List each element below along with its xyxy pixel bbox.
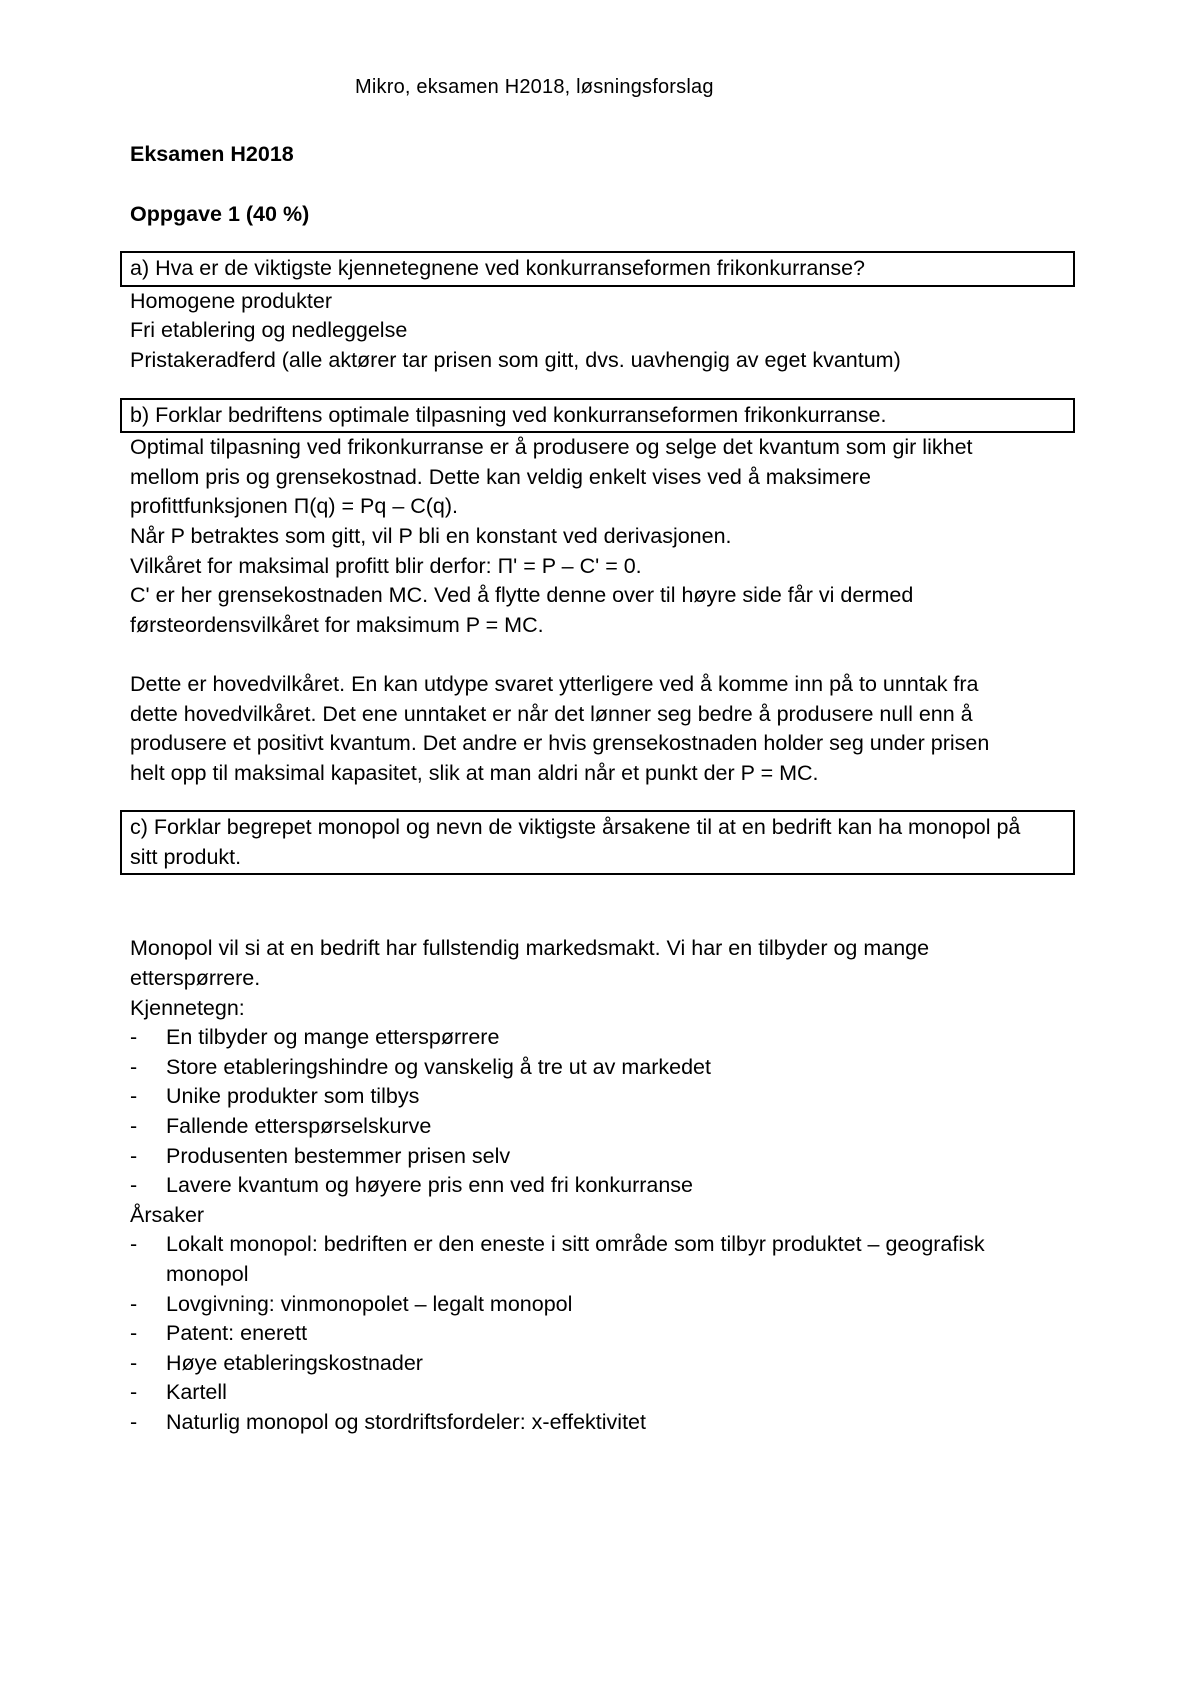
list-item: - Høye etableringskostnader — [130, 1349, 1075, 1379]
list-item: - Naturlig monopol og stordriftsfordeler: x-effektivitet — [130, 1408, 1075, 1438]
list-item: - Lavere kvantum og høyere pris enn ved fri konkurranse — [130, 1171, 1075, 1201]
question-b-box — [120, 398, 1075, 434]
answer-b-line: Når P betraktes som gitt, vil P bli en konstant ved derivasjonen. — [130, 523, 732, 548]
answer-b-line: førsteordensvilkåret for maksimum P = MC. — [130, 612, 544, 637]
answer-a-line: Fri etablering og nedleggelse — [130, 318, 408, 343]
list-item: - Patent: enerett — [130, 1319, 1075, 1349]
question-a-box — [120, 251, 1075, 287]
answer-b-line: mellom pris og grensekostnad. Dette kan veldig enkelt vises ved å maksimere — [130, 464, 871, 489]
page-header: Mikro, eksamen H2018, løsningsforslag — [355, 76, 714, 98]
answer-b-line: dette hovedvilkåret. Det ene unntaket er når det lønner seg bedre å produsere null enn å — [130, 701, 973, 726]
task-title: Oppgave 1 (40 %) — [130, 201, 310, 226]
list-item: - Kartell — [130, 1378, 1075, 1408]
answer-b-line: C' er her grensekostnaden MC. Ved å flytte denne over til høyre side får vi dermed — [130, 583, 914, 608]
question-c-text: sitt produkt. — [130, 844, 242, 869]
list-item: - Store etableringshindre og vanskelig å tre ut av markedet — [130, 1053, 1075, 1083]
list-item: - Fallende etterspørselskurve — [130, 1112, 1075, 1142]
question-c-text: c) Forklar begrepet monopol og nevn de viktigste årsakene til at en bedrift kan ha monopol på — [130, 815, 1021, 840]
answer-b-line: profittfunksjonen Π(q) = Pq – C(q). — [130, 494, 459, 519]
answer-b-line: produsere et positivt kvantum. Det andre er hvis grensekostnaden holder seg under prisen — [130, 731, 990, 756]
kjennetegn-list — [130, 1023, 1075, 1201]
question-a-text: a) Hva er de viktigste kjennetegnene ved konkurranseformen frikonkurranse? — [130, 256, 865, 281]
list-item: - Produsenten bestemmer prisen selv — [130, 1142, 1075, 1172]
question-b-text: b) Forklar bedriftens optimale tilpasning ved konkurranseformen frikonkurranse. — [130, 402, 887, 427]
list-item: - En tilbyder og mange etterspørrere — [130, 1023, 1075, 1053]
answer-a-line: Homogene produkter — [130, 288, 332, 313]
answer-b-line: Optimal tilpasning ved frikonkurranse er å produsere og selge det kvantum som gir likhet — [130, 435, 973, 460]
answer-b-line: Vilkåret for maksimal profitt blir derfor: Π' = P – C' = 0. — [130, 553, 642, 578]
list-item: - Lokalt monopol: bedriften er den eneste i sitt område som tilbyr produktet – geografisk monopol — [130, 1230, 1075, 1289]
document-body — [130, 140, 1075, 1438]
answer-c-intro: Monopol vil si at en bedrift har fullstendig markedsmakt. Vi har en tilbyder og mange — [130, 936, 930, 961]
kjennetegn-label: Kjennetegn: — [130, 995, 245, 1020]
list-item: - Unike produkter som tilbys — [130, 1082, 1075, 1112]
list-item: - Lovgivning: vinmonopolet – legalt monopol — [130, 1290, 1075, 1320]
answer-b-line: helt opp til maksimal kapasitet, slik at man aldri når et punkt der P = MC. — [130, 760, 819, 785]
aarsaker-label: Årsaker — [130, 1202, 205, 1227]
answer-a-line: Pristakeradferd (alle aktører tar prisen som gitt, dvs. uavhengig av eget kvantum) — [130, 347, 901, 372]
question-c-box — [120, 810, 1075, 875]
answer-b-line: Dette er hovedvilkåret. En kan utdype svaret ytterligere ved å komme inn på to unntak fra — [130, 671, 979, 696]
answer-c-intro: etterspørrere. — [130, 966, 261, 991]
exam-title: Eksamen H2018 — [130, 142, 294, 166]
aarsaker-list — [130, 1230, 1075, 1437]
